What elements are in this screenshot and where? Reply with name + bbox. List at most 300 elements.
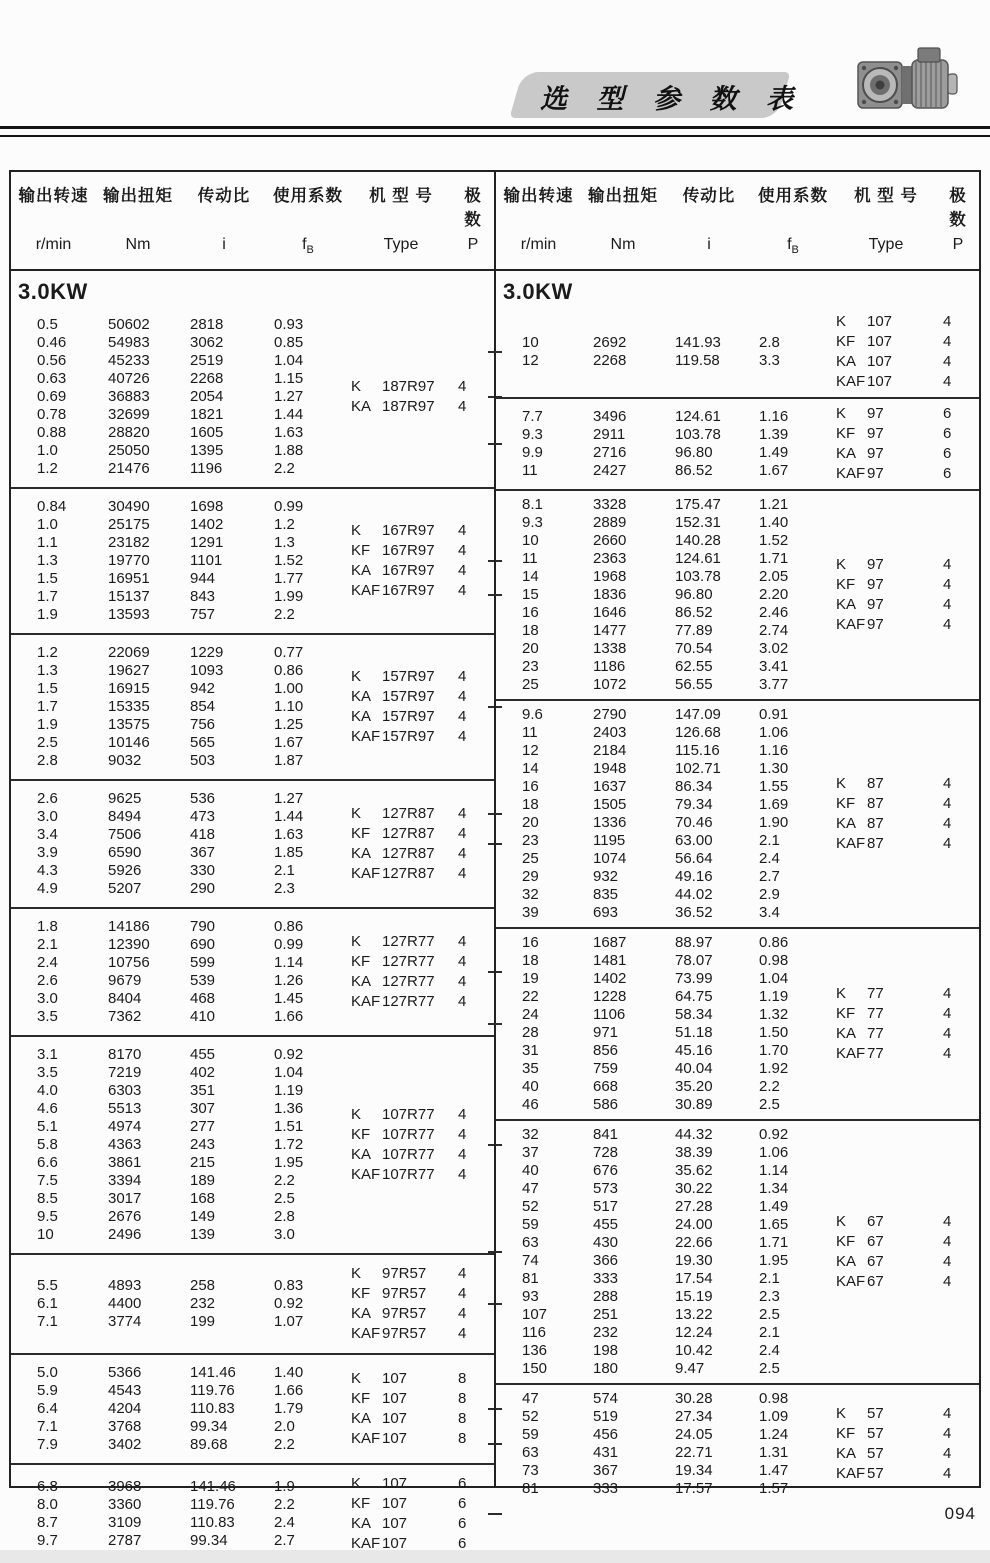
- table-cell: 536: [190, 790, 216, 808]
- table-row: [496, 1096, 833, 1114]
- table-row: [11, 790, 348, 808]
- type-row: [833, 1004, 977, 1024]
- table-cell: 573: [593, 1180, 619, 1198]
- type-row: [833, 444, 977, 464]
- table-cell: 1.66: [274, 1382, 304, 1400]
- type-model: [348, 707, 454, 727]
- table-cell: 0.84: [37, 498, 67, 516]
- table-cell: 44.02: [675, 886, 713, 904]
- pole-count: 4: [943, 775, 952, 793]
- table-cell: 1.27: [274, 388, 304, 406]
- selection-table: [9, 170, 981, 1553]
- table-cell: 841: [593, 1126, 619, 1144]
- type-row: [348, 1304, 492, 1324]
- table-cell: 124.61: [675, 550, 721, 568]
- table-cell: 1.24: [759, 1426, 789, 1444]
- type-series: 127R77: [382, 933, 435, 951]
- col-header-label: 机 型 号: [854, 187, 918, 205]
- type-series: 107: [382, 1475, 408, 1493]
- table-cell: 30.89: [675, 1096, 713, 1114]
- col-header-unit: i: [707, 236, 711, 253]
- type-series: 67: [867, 1253, 884, 1271]
- table-cell: 8.1: [522, 496, 543, 514]
- type-series: 167R97: [382, 562, 435, 580]
- table-cell: 99.34: [190, 1418, 228, 1436]
- table-cell: 2.4: [759, 850, 780, 868]
- pole-count: 4: [458, 668, 467, 686]
- table-row: [496, 1234, 833, 1252]
- table-cell: 1336: [593, 814, 627, 832]
- table-cell: 1.69: [759, 796, 789, 814]
- pole-count: 8: [458, 1370, 467, 1388]
- type-model: [348, 844, 454, 864]
- table-cell: 2.8: [274, 1208, 295, 1226]
- type-model: [348, 1324, 454, 1344]
- table-cell: 1101: [190, 552, 223, 570]
- table-cell: 37: [522, 1144, 539, 1162]
- table-cell: 93: [522, 1288, 539, 1306]
- type-row: [348, 1264, 492, 1284]
- table-row: [11, 990, 348, 1008]
- table-cell: 5.1: [37, 1118, 58, 1136]
- type-series: 107: [867, 373, 893, 391]
- table-cell: 1.04: [274, 1064, 304, 1082]
- type-series: 97: [867, 425, 884, 443]
- table-cell: 2.6: [37, 790, 58, 808]
- type-row: [833, 774, 977, 794]
- type-row: [348, 844, 492, 864]
- type-model: [348, 932, 454, 952]
- table-cell: 1.7: [37, 698, 58, 716]
- type-model: [348, 1514, 454, 1534]
- type-row: [833, 1044, 977, 1064]
- column-body: [496, 307, 979, 1503]
- table-row: [496, 496, 833, 514]
- type-prefix: KAF: [836, 1045, 866, 1063]
- table-row: [496, 904, 833, 922]
- table-cell: 189: [190, 1172, 216, 1190]
- table-cell: 81: [522, 1480, 539, 1498]
- table-row: [11, 734, 348, 752]
- type-model: [833, 1272, 939, 1292]
- type-model: [833, 774, 939, 794]
- block-types: [833, 404, 977, 484]
- table-cell: 1.57: [759, 1480, 789, 1498]
- table-cell: 12390: [108, 936, 150, 954]
- col-header-unit: Type: [868, 236, 904, 253]
- table-cell: 1.71: [759, 1234, 789, 1252]
- table-cell: 756: [190, 716, 216, 734]
- table-cell: 0.99: [274, 498, 304, 516]
- type-prefix: KA: [351, 562, 372, 580]
- table-row: [496, 760, 833, 778]
- table-cell: 40.04: [675, 1060, 713, 1078]
- table-cell: 0.92: [274, 1295, 304, 1313]
- type-model: [348, 952, 454, 972]
- table-cell: 9.9: [522, 444, 543, 462]
- table-cell: 119.76: [190, 1496, 235, 1514]
- table-cell: 56.55: [675, 676, 713, 694]
- data-block: [11, 1353, 494, 1463]
- table-cell: 28820: [108, 424, 150, 442]
- type-row: [348, 1534, 492, 1554]
- table-cell: 0.91: [759, 706, 789, 724]
- pole-count: 4: [458, 933, 467, 951]
- type-row: [348, 581, 492, 601]
- type-series: 97R57: [382, 1265, 427, 1283]
- table-cell: 1821: [190, 406, 224, 424]
- block-types: [348, 377, 492, 417]
- table-cell: 2.1: [759, 832, 780, 850]
- table-cell: 1.87: [274, 752, 304, 770]
- table-cell: 1072: [593, 676, 627, 694]
- table-cell: 40: [522, 1078, 539, 1096]
- table-cell: 2.5: [759, 1360, 780, 1378]
- block-rows: [496, 1126, 833, 1378]
- table-cell: 1.55: [759, 778, 789, 796]
- table-cell: 10: [522, 334, 539, 352]
- type-prefix: KA: [351, 688, 372, 706]
- block-rows: [11, 1478, 348, 1550]
- type-prefix: KF: [836, 795, 856, 813]
- header-divider: [0, 126, 990, 137]
- table-row: [496, 796, 833, 814]
- pole-count: 4: [943, 1025, 952, 1043]
- table-row: [11, 680, 348, 698]
- type-model: [348, 1389, 454, 1409]
- table-cell: 1698: [190, 498, 224, 516]
- type-series: 77: [867, 1005, 884, 1023]
- table-cell: 9.6: [522, 706, 543, 724]
- table-cell: 14: [522, 568, 539, 586]
- table-cell: 20: [522, 640, 539, 658]
- table-row: [11, 1478, 348, 1496]
- type-row: [833, 1232, 977, 1252]
- table-cell: 18: [522, 952, 539, 970]
- table-cell: 16951: [108, 570, 150, 588]
- table-cell: 251: [593, 1306, 619, 1324]
- table-cell: 2889: [593, 514, 627, 532]
- table-cell: 25050: [108, 442, 150, 460]
- type-series: 127R87: [382, 865, 435, 883]
- type-series: 127R87: [382, 845, 435, 863]
- block-rows: [496, 496, 833, 694]
- table-cell: 10756: [108, 954, 150, 972]
- table-row: [496, 832, 833, 850]
- type-row: [348, 1389, 492, 1409]
- type-series: 187R97: [382, 398, 435, 416]
- table-column-right: [494, 172, 979, 1498]
- table-cell: 6303: [108, 1082, 142, 1100]
- type-row: [833, 615, 977, 635]
- table-cell: 1186: [593, 658, 626, 676]
- pole-count: 4: [458, 993, 467, 1011]
- table-cell: 5366: [108, 1364, 142, 1382]
- type-prefix: K: [351, 1370, 362, 1388]
- table-cell: 5.8: [37, 1136, 58, 1154]
- table-cell: 1.36: [274, 1100, 304, 1118]
- table-row: [11, 1400, 348, 1418]
- page-number: 094: [944, 1504, 976, 1523]
- table-cell: 25: [522, 850, 539, 868]
- table-row: [11, 442, 348, 460]
- type-model: [833, 1004, 939, 1024]
- table-row: [496, 1306, 833, 1324]
- table-cell: 1.31: [759, 1444, 789, 1462]
- data-block: [496, 1383, 979, 1503]
- type-row: [833, 352, 977, 372]
- type-series: 157R97: [382, 668, 435, 686]
- table-row: [496, 1360, 833, 1378]
- table-cell: 330: [190, 862, 216, 880]
- table-cell: 11: [522, 724, 538, 742]
- table-cell: 333: [593, 1270, 619, 1288]
- table-cell: 1291: [190, 534, 224, 552]
- type-prefix: K: [351, 933, 362, 951]
- table-cell: 2268: [190, 370, 224, 388]
- table-cell: 1968: [593, 568, 627, 586]
- table-cell: 39: [522, 904, 539, 922]
- table-cell: 70.54: [675, 640, 713, 658]
- pole-count: 4: [943, 353, 952, 371]
- block-rows: [496, 334, 833, 370]
- type-prefix: KAF: [836, 835, 866, 853]
- table-cell: 1.3: [274, 534, 295, 552]
- table-column-left: [11, 172, 494, 1553]
- type-series: 167R97: [382, 522, 435, 540]
- table-row: [496, 850, 833, 868]
- table-cell: 3.02: [759, 640, 789, 658]
- type-model: [348, 1409, 454, 1429]
- type-row: [833, 312, 977, 332]
- table-row: [496, 514, 833, 532]
- pole-count: 4: [458, 805, 467, 823]
- type-row: [348, 1284, 492, 1304]
- table-cell: 40: [522, 1162, 539, 1180]
- type-model: [833, 555, 939, 575]
- type-model: [348, 1264, 454, 1284]
- type-row: [348, 687, 492, 707]
- type-series: 107: [867, 353, 893, 371]
- data-block: [496, 699, 979, 927]
- table-cell: 2.6: [37, 972, 58, 990]
- table-cell: 28: [522, 1024, 539, 1042]
- table-cell: 2.5: [759, 1306, 780, 1324]
- type-row: [348, 541, 492, 561]
- table-row: [11, 918, 348, 936]
- table-row: [496, 742, 833, 760]
- table-row: [496, 988, 833, 1006]
- table-cell: 277: [190, 1118, 216, 1136]
- type-row: [348, 521, 492, 541]
- table-row: [496, 640, 833, 658]
- pole-count: 4: [458, 522, 467, 540]
- table-cell: 3.1: [37, 1046, 58, 1064]
- table-cell: 44.32: [675, 1126, 713, 1144]
- table-cell: 1.9: [274, 1478, 295, 1496]
- table-cell: 86.34: [675, 778, 713, 796]
- table-cell: 3017: [108, 1190, 142, 1208]
- type-row: [348, 932, 492, 952]
- column-body: [11, 307, 494, 1563]
- table-cell: 180: [593, 1360, 619, 1378]
- table-cell: 676: [593, 1162, 619, 1180]
- table-row: [11, 954, 348, 972]
- pole-count: 4: [458, 688, 467, 706]
- pole-count: 4: [943, 1233, 952, 1251]
- type-series: 97R57: [382, 1325, 427, 1343]
- table-cell: 119.76: [190, 1382, 235, 1400]
- type-model: [348, 1304, 454, 1324]
- pole-count: 4: [943, 1005, 952, 1023]
- type-row: [348, 1514, 492, 1534]
- table-cell: 3861: [108, 1154, 142, 1172]
- table-cell: 86.52: [675, 604, 713, 622]
- type-row: [348, 1494, 492, 1514]
- table-cell: 103.78: [675, 426, 721, 444]
- type-model: [348, 667, 454, 687]
- pole-count: 4: [458, 825, 467, 843]
- type-prefix: KF: [836, 1005, 856, 1023]
- table-cell: 18: [522, 796, 539, 814]
- pole-count: 4: [458, 1106, 467, 1124]
- type-prefix: KAF: [836, 373, 866, 391]
- type-model: [833, 1444, 939, 1464]
- table-cell: 29: [522, 868, 539, 886]
- table-cell: 1.27: [274, 790, 304, 808]
- col-header-unit: P: [467, 236, 479, 253]
- table-cell: 8404: [108, 990, 142, 1008]
- table-cell: 8.7: [37, 1514, 58, 1532]
- table-cell: 2.2: [274, 460, 295, 478]
- type-series: 97: [867, 576, 884, 594]
- pole-count: 4: [943, 835, 952, 853]
- table-cell: 3.0: [274, 1226, 295, 1244]
- table-cell: 757: [190, 606, 216, 624]
- table-cell: 307: [190, 1100, 216, 1118]
- table-cell: 1.0: [37, 516, 58, 534]
- table-cell: 367: [593, 1462, 619, 1480]
- table-cell: 10.42: [675, 1342, 713, 1360]
- type-model: [833, 1424, 939, 1444]
- type-model: [833, 444, 939, 464]
- table-cell: 24: [522, 1006, 539, 1024]
- table-row: [11, 498, 348, 516]
- table-cell: 16: [522, 778, 539, 796]
- pole-count: 4: [458, 542, 467, 560]
- col-header-unit: P: [952, 236, 964, 253]
- table-cell: 0.78: [37, 406, 67, 424]
- table-cell: 4400: [108, 1295, 142, 1313]
- type-model: [833, 595, 939, 615]
- pole-count: 4: [943, 576, 952, 594]
- table-row: [496, 586, 833, 604]
- table-row: [11, 570, 348, 588]
- table-cell: 1.25: [274, 716, 304, 734]
- table-cell: 2.2: [274, 1496, 295, 1514]
- table-row: [11, 1277, 348, 1295]
- type-prefix: KA: [351, 845, 372, 863]
- table-cell: 12: [522, 352, 539, 370]
- type-row: [348, 972, 492, 992]
- type-model: [833, 575, 939, 595]
- table-cell: 35.62: [675, 1162, 713, 1180]
- data-block: [496, 927, 979, 1119]
- type-series: 97: [867, 465, 884, 483]
- col-header-label: 输出转速: [18, 187, 89, 205]
- type-series: 107: [382, 1430, 408, 1448]
- type-model: [348, 561, 454, 581]
- block-types: [833, 555, 977, 635]
- table-row: [496, 1480, 833, 1498]
- table-cell: 0.69: [37, 388, 67, 406]
- table-cell: 0.86: [274, 662, 304, 680]
- table-cell: 430: [593, 1234, 619, 1252]
- table-row: [496, 1408, 833, 1426]
- type-row: [348, 952, 492, 972]
- type-prefix: K: [836, 405, 847, 423]
- type-prefix: K: [351, 1475, 362, 1493]
- type-prefix: KAF: [351, 1166, 381, 1184]
- type-series: 97: [867, 445, 884, 463]
- table-cell: 79.34: [675, 796, 713, 814]
- table-cell: 2184: [593, 742, 627, 760]
- type-series: 127R77: [382, 973, 435, 991]
- table-cell: 2.05: [759, 568, 789, 586]
- type-series: 187R97: [382, 378, 435, 396]
- pole-count: 8: [458, 1410, 467, 1428]
- table-cell: 1.06: [759, 724, 789, 742]
- table-cell: 1.63: [274, 826, 304, 844]
- type-model: [348, 1284, 454, 1304]
- table-cell: 3968: [108, 1478, 142, 1496]
- type-row: [348, 824, 492, 844]
- table-cell: 1.65: [759, 1216, 789, 1234]
- table-cell: 1646: [593, 604, 627, 622]
- pole-count: 4: [458, 953, 467, 971]
- table-cell: 51.18: [675, 1024, 713, 1042]
- table-cell: 6590: [108, 844, 142, 862]
- type-prefix: KA: [351, 1305, 372, 1323]
- type-model: [833, 814, 939, 834]
- table-cell: 78.07: [675, 952, 713, 970]
- gear-motor-image: [856, 44, 960, 120]
- type-series: 77: [867, 985, 884, 1003]
- table-cell: 3394: [108, 1172, 142, 1190]
- table-cell: 2790: [593, 706, 627, 724]
- type-row: [833, 595, 977, 615]
- table-cell: 110.83: [190, 1514, 235, 1532]
- table-cell: 1.72: [274, 1136, 304, 1154]
- table-cell: 517: [593, 1198, 619, 1216]
- type-series: 127R87: [382, 825, 435, 843]
- type-series: 107: [382, 1495, 408, 1513]
- type-model: [833, 834, 939, 854]
- table-row: [496, 532, 833, 550]
- table-cell: 5207: [108, 880, 142, 898]
- type-row: [833, 814, 977, 834]
- type-row: [348, 397, 492, 417]
- pole-count: 4: [943, 1273, 952, 1291]
- block-types: [348, 932, 492, 1012]
- type-prefix: KF: [836, 1425, 856, 1443]
- table-cell: 0.77: [274, 644, 304, 662]
- table-row: [11, 406, 348, 424]
- table-cell: 52: [522, 1198, 539, 1216]
- table-cell: 15.19: [675, 1288, 713, 1306]
- table-cell: 4363: [108, 1136, 142, 1154]
- type-model: [833, 1464, 939, 1484]
